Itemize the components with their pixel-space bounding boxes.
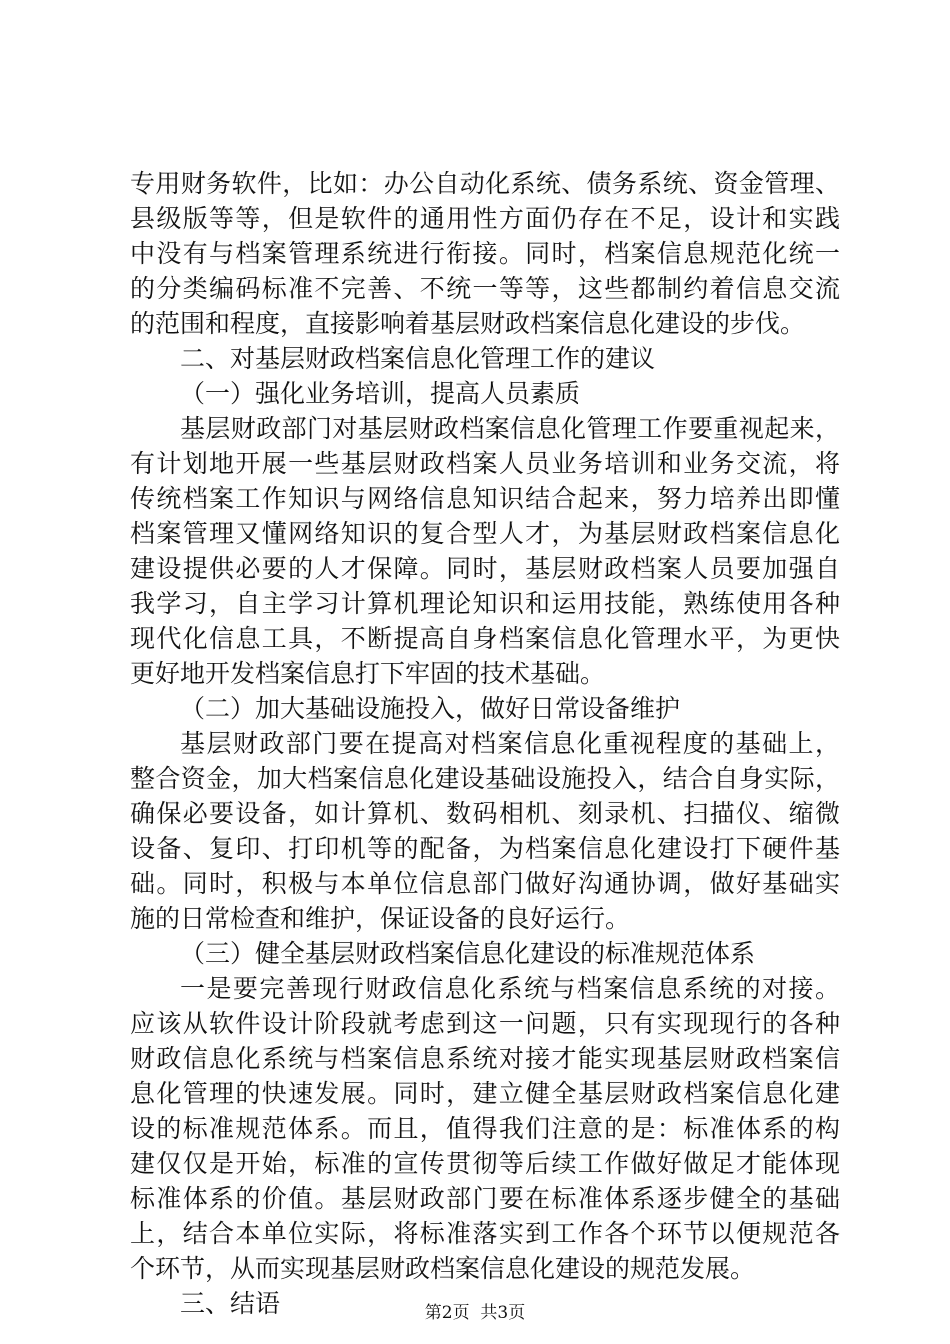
paragraph-line: 建设提供必要的人才保障。同时，基层财政档案人员要加强自 <box>130 554 840 583</box>
paragraph-line: 我学习，自主学习计算机理论知识和运用技能，熟练使用各种 <box>130 589 840 618</box>
paragraph-line: 一是要完善现行财政信息化系统与档案信息系统的对接。 <box>180 974 840 1003</box>
paragraph-line: 的范围和程度，直接影响着基层财政档案信息化建设的步伐。 <box>130 309 806 338</box>
paragraph-line: 传统档案工作知识与网络信息知识结合起来，努力培养出即懂 <box>130 484 840 513</box>
paragraph-line: 基层财政部门对基层财政档案信息化管理工作要重视起来， <box>180 414 840 443</box>
paragraph-line: 施的日常检查和维护，保证设备的良好运行。 <box>130 904 631 933</box>
paragraph-line: 中没有与档案管理系统进行衔接。同时，档案信息规范化统一 <box>130 239 840 268</box>
section-heading: （一）强化业务培训，提高人员素质 <box>180 379 581 408</box>
paragraph-line: 财政信息化系统与档案信息系统对接才能实现基层财政档案信 <box>130 1044 840 1073</box>
paragraph-line: 专用财务软件，比如：办公自动化系统、债务系统、资金管理、 <box>130 169 840 198</box>
section-heading: （三）健全基层财政档案信息化建设的标准规范体系 <box>180 939 756 968</box>
paragraph-line: 础。同时，积极与本单位信息部门做好沟通协调，做好基础实 <box>130 869 840 898</box>
paragraph-line: 设备、复印、打印机等的配备，为档案信息化建设打下硬件基 <box>130 834 840 863</box>
section-heading: （二）加大基础设施投入，做好日常设备维护 <box>180 694 681 723</box>
paragraph-line: 基层财政部门要在提高对档案信息化重视程度的基础上， <box>180 729 840 758</box>
paragraph-line: 县级版等等，但是软件的通用性方面仍存在不足，设计和实践 <box>130 204 840 233</box>
paragraph-line: 整合资金，加大档案信息化建设基础设施投入，结合自身实际， <box>130 764 840 793</box>
page-footer: 第2页 共3页 <box>424 1303 526 1323</box>
paragraph-line: 上，结合本单位实际，将标准落实到工作各个环节以便规范各 <box>130 1219 840 1248</box>
section-heading: 三、结语 <box>180 1289 281 1318</box>
paragraph-line: 建仅仅是开始，标准的宣传贯彻等后续工作做好做足才能体现 <box>130 1149 840 1178</box>
paragraph-line: 更好地开发档案信息打下牢固的技术基础。 <box>130 659 606 688</box>
paragraph-line: 确保必要设备，如计算机、数码相机、刻录机、扫描仪、缩微 <box>130 799 840 828</box>
paragraph-line: 档案管理又懂网络知识的复合型人才，为基层财政档案信息化 <box>130 519 840 548</box>
paragraph-line: 的分类编码标准不完善、不统一等等，这些都制约着信息交流 <box>130 274 840 303</box>
section-heading: 二、对基层财政档案信息化管理工作的建议 <box>180 344 656 373</box>
paragraph-line: 现代化信息工具，不断提高自身档案信息化管理水平，为更快 <box>130 624 840 653</box>
document-body <box>130 166 840 1321</box>
paragraph-line: 个环节，从而实现基层财政档案信息化建设的规范发展。 <box>130 1254 756 1283</box>
paragraph-line: 应该从软件设计阶段就考虑到这一问题，只有实现现行的各种 <box>130 1009 840 1038</box>
paragraph-line: 息化管理的快速发展。同时，建立健全基层财政档案信息化建 <box>130 1079 840 1108</box>
paragraph-line: 设的标准规范体系。而且，值得我们注意的是：标准体系的构 <box>130 1114 840 1143</box>
paragraph-line: 标准体系的价值。基层财政部门要在标准体系逐步健全的基础 <box>130 1184 840 1213</box>
paragraph-line: 有计划地开展一些基层财政档案人员业务培训和业务交流，将 <box>130 449 840 478</box>
